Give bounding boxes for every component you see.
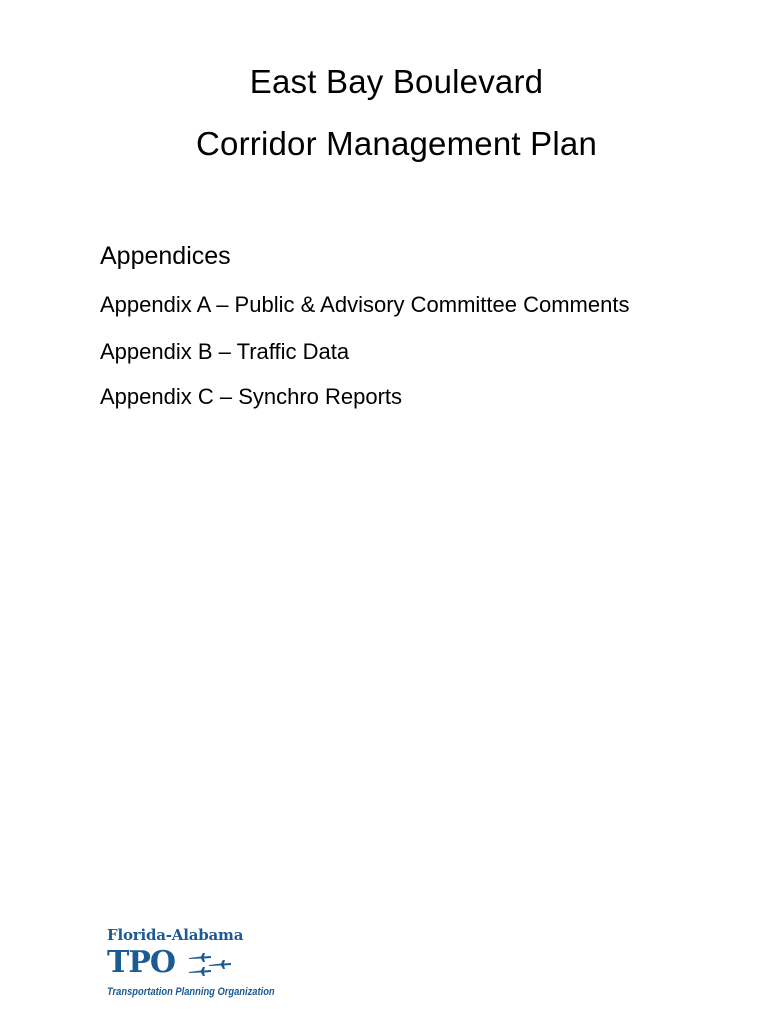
logo-abbr: TPO: [107, 945, 176, 980]
document-title-line-2: Corridor Management Plan: [196, 125, 597, 162]
appendices-heading: Appendices: [100, 242, 231, 270]
jets-icon: [187, 950, 237, 980]
logo-top-text: Florida-Alabama: [107, 926, 244, 944]
appendix-b-item: Appendix B – Traffic Data: [100, 339, 350, 364]
document-title-line-1: East Bay Boulevard: [249, 63, 544, 100]
appendix-a-item: Appendix A – Public & Advisory Committee Comments: [100, 292, 630, 317]
logo-bottom-text: Transportation Planning Organization: [107, 986, 275, 998]
appendix-c-item: Appendix C – Synchro Reports: [100, 384, 403, 409]
tpo-logo: [107, 926, 275, 1006]
